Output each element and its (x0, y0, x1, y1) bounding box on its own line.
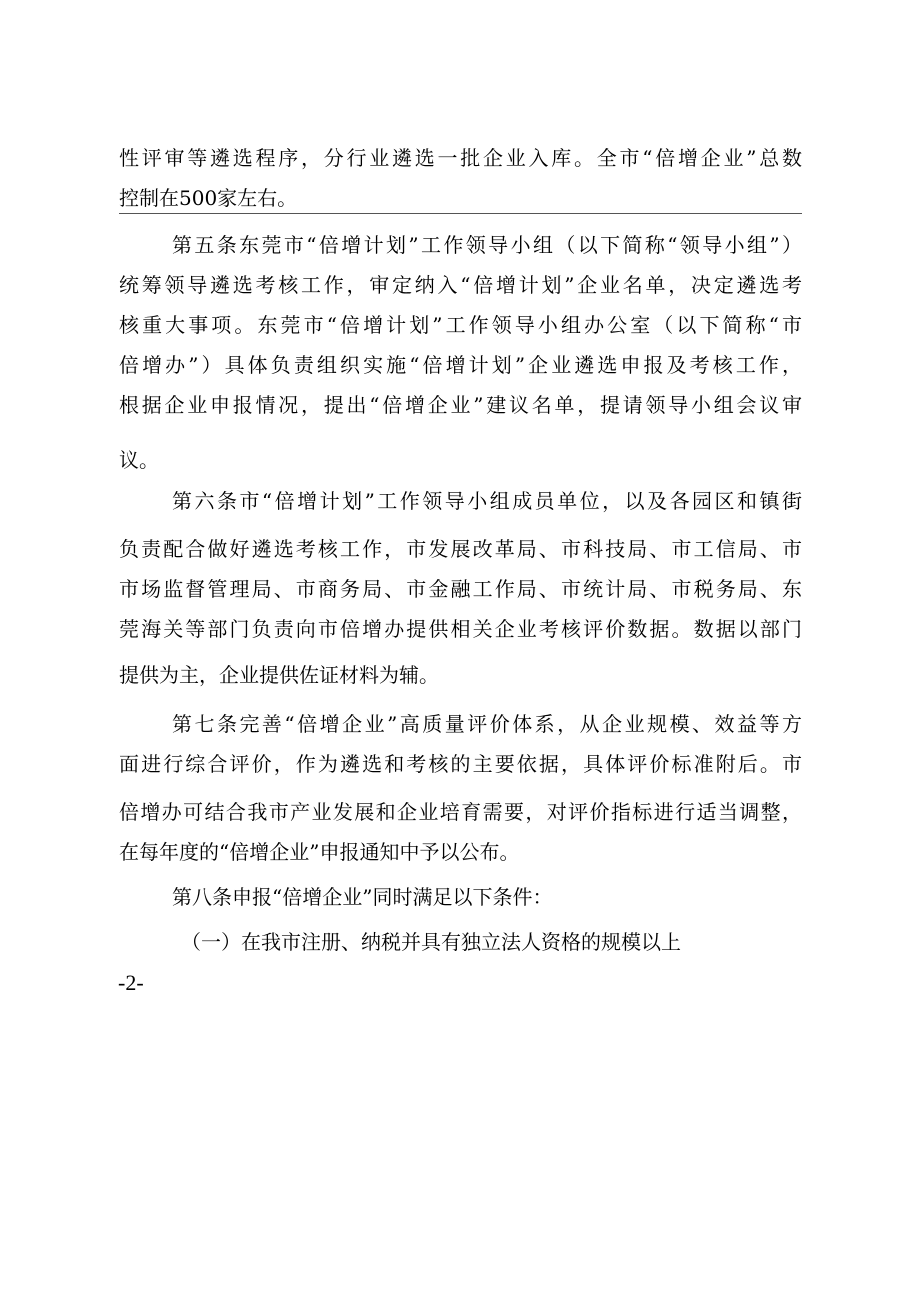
text-line: 提供为主，企业提供佐证材料为辅。 (119, 663, 439, 687)
article-7-heading-line: 第七条完善“倍增企业”高质量评价体系，从企业规模、效益等方 (172, 712, 802, 736)
text-line: 倍增办”）具体负责组织实施“倍增计划”企业遴选申报及考核工作， (119, 353, 802, 377)
page-number: -2- (118, 970, 144, 995)
text-line: 在每年度的“倍增企业”申报通知中予以公布。 (119, 840, 520, 864)
text-line: 议。 (119, 448, 159, 472)
article-5-heading-line: 第五条东莞市“倍增计划”工作领导小组（以下简称“领导小组”） (172, 233, 802, 257)
text-line: 性评审等遴选程序，分行业遴选一批企业入库。全市“倍增企业”总数 (119, 146, 802, 170)
text-line: 面进行综合评价，作为遴选和考核的主要依据，具体评价标准附后。市 (119, 752, 802, 776)
text-line: 负责配合做好遴选考核工作，市发展改革局、市科技局、市工信局、市 (119, 537, 802, 561)
text-line: 莞海关等部门负责向市倍增办提供相关企业考核评价数据。数据以部门 (119, 617, 802, 641)
text-line: 根据企业申报情况，提出“倍增企业”建议名单，提请领导小组会议审 (119, 393, 802, 417)
horizontal-divider (119, 213, 802, 214)
text-line: 控制在500家左右。 (119, 186, 298, 210)
text-line: 倍增办可结合我市产业发展和企业培育需要，对评价指标进行适当调整， (119, 800, 802, 824)
article-6-heading-line: 第六条市“倍增计划”工作领导小组成员单位，以及各园区和镇街 (172, 489, 802, 513)
text-line: 市场监督管理局、市商务局、市金融工作局、市统计局、市税务局、东 (119, 577, 802, 601)
text-line: 统筹领导遴选考核工作，审定纳入“倍增计划”企业名单，决定遴选考 (119, 273, 802, 297)
text-line: 核重大事项。东莞市“倍增计划”工作领导小组办公室（以下简称“市 (119, 313, 802, 337)
article-8-heading-line: 第八条申报“倍增企业”同时满足以下条件： (172, 885, 553, 909)
list-item: （一）在我市注册、纳税并具有独立法人资格的规模以上 (181, 930, 681, 954)
